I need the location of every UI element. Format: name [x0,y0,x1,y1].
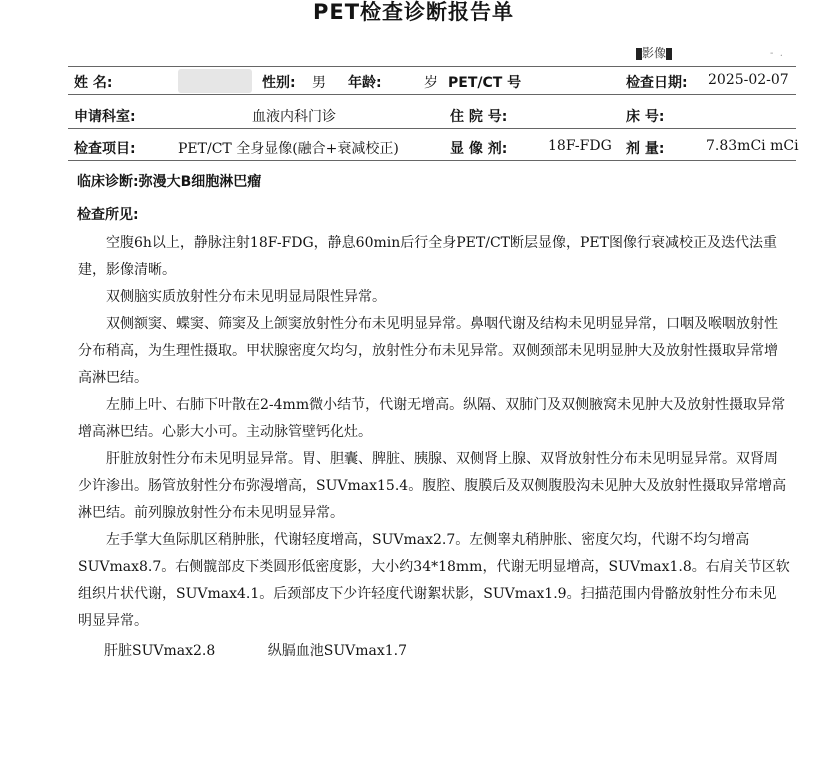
sex-label: 性别: [262,75,296,91]
divider-top [68,66,796,67]
finding-paragraph: 双侧脑实质放射性分布未见明显局限性异常。 [106,289,386,305]
item-value: PET/CT 全身显像(融合+衰减校正) [178,141,399,157]
divider-2 [68,128,796,129]
finding-paragraph: 左肺上叶、右肺下叶散在2-4mm微小结节，代谢无增高。纵隔、双肺门及双侧腋窝未见肿大及放射性摄取异常增高淋巴结。心影大小可。主动脉管壁钙化灶。 [78,397,786,440]
blood-pool-suv-note: 纵膈血池SUVmax1.7 [267,643,408,659]
dept-value: 血液内科门诊 [252,109,336,125]
age-label: 年龄: [348,75,382,91]
sex-value: 男 [312,75,326,91]
inpatient-label: 住 院 号: [450,109,508,125]
dept-label: 申请科室: [74,109,136,125]
top-dots: - . [770,48,783,59]
liver-suv-note: 肝脏SUVmax2.8 [104,643,216,659]
divider-3 [68,160,796,161]
report-title: PET检查诊断报告单 [312,0,515,24]
agent-value: 18F-FDG [548,138,612,154]
bed-label: 床 号: [626,109,665,125]
item-label: 检查项目: [74,141,136,157]
exam-date-value: 2025-02-07 [708,72,789,88]
name-label: 姓 名: [74,75,113,91]
finding-paragraph: 左手掌大鱼际肌区稍肿胀，代谢轻度增高，SUVmax2.7。左侧睾丸稍肿胀、密度欠均，代谢不均匀增高SUVmax8.7。右侧髋部皮下类圆形低密度影，大小约34*18mm，代谢无明显增高，SUVmax1.8。右肩关节区软组织片状代谢，SUVmax4.1。后颈部皮下少许轻度代谢絮状影，SUVmax1.9。扫描范围内骨骼放射性分布未见明显异常。 [78,532,790,629]
age-unit: 岁 [424,75,438,91]
dose-label: 剂 量: [626,141,665,157]
diagnosis-label: 临床诊断: [77,174,139,190]
findings-label: 检查所见: [77,207,139,223]
diagnosis-value: 弥漫大B细胞淋巴瘤 [138,174,262,190]
finding-paragraph: 双侧额窦、蝶窦、筛窦及上颌窦放射性分布未见明显异常。鼻咽代谢及结构未见明显异常，口咽及喉咽放射性分布稍高，为生理性摄取。甲状腺密度欠均匀，放射性分布未见异常。双侧颈部未见明显肿大及放射性摄取异常增高淋巴结。 [78,316,778,386]
top-mark: 影像 [636,44,672,61]
finding-paragraph: 肝脏放射性分布未见明显异常。胃、胆囊、脾脏、胰腺、双侧肾上腺、双肾放射性分布未见明显异常。双肾周少许渗出。肠管放射性分布弥漫增高，SUVmax15.4。腹腔、腹膜后及双侧腹股沟未见肿大及放射性摄取异常增高淋巴结。前列腺放射性分布未见明显异常。 [78,451,787,521]
finding-paragraph: 空腹6h以上，静脉注射18F-FDG，静息60min后行全身PET/CT断层显像，PET图像行衰减校正及迭代法重建，影像清晰。 [78,235,777,278]
dose-value: 7.83mCi mCi [706,138,799,154]
exam-date-label: 检查日期: [626,75,688,91]
petct-no-label: PET/CT 号 [448,75,522,91]
reference-notes [104,640,455,660]
agent-label: 显 像 剂: [450,141,508,157]
diagnosis [77,171,261,191]
findings-body [78,230,790,635]
redacted-name [178,69,252,93]
divider-1 [68,94,796,95]
